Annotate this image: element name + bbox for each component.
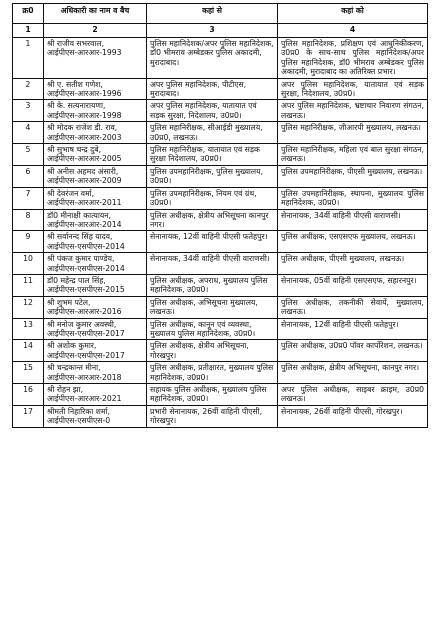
officer-batch: आईपीएस-आरआर-2011 bbox=[47, 198, 122, 208]
posting-to: पुलिस महानिरीक्षक, जीआरपी मुख्यालय, लखनऊ। bbox=[278, 122, 428, 144]
column-number: 1 bbox=[13, 24, 44, 38]
officer-batch: आईपीएस-आरआर-2009 bbox=[47, 176, 122, 186]
officer-name: श्री पंकज कुमार पाण्डेय, bbox=[47, 254, 115, 264]
officer-cell bbox=[44, 100, 147, 122]
officer-batch: आईपीएस-आरआर-2003 bbox=[47, 132, 122, 142]
table-row bbox=[13, 253, 428, 275]
officer-batch: आईपीएस-आरआर-2016 bbox=[47, 307, 122, 317]
officer-cell bbox=[44, 165, 147, 187]
serial-number: 3 bbox=[13, 100, 44, 122]
column-number: 3 bbox=[147, 24, 278, 38]
officer-cell bbox=[44, 144, 147, 166]
serial-number: 11 bbox=[13, 274, 44, 296]
serial-number: 14 bbox=[13, 340, 44, 362]
posting-to: पुलिस उपमहानिरीक्षक, स्थापना, मुख्यालय पुलिस महानिदेशक, उ0प्र0। bbox=[278, 187, 428, 209]
officer-batch: आईपीएस-आरआर-2014 bbox=[47, 219, 122, 229]
header-row bbox=[13, 4, 428, 24]
serial-number: 4 bbox=[13, 122, 44, 144]
officer-name: श्री ए. सतीश गणेश, bbox=[47, 79, 103, 89]
posting-to: पुलिस अधीक्षक, उ0प्र0 पॉवर कार्पोरेशन, लखनऊ। bbox=[278, 340, 428, 362]
officer-name: श्री चन्द्रकान्त मीना, bbox=[47, 363, 101, 373]
column-number: 2 bbox=[44, 24, 147, 38]
posting-from: अपर पुलिस महानिदेशक, यातायात एवं सड़क सुरक्षा, निदेशालय, उ0प्र0। bbox=[147, 100, 278, 122]
officer-batch: आईपीएस-आरआर-2005 bbox=[47, 154, 122, 164]
posting-to: पुलिस अधीक्षक, क्षेत्रीय अभिसूचना, कानपुर नगर। bbox=[278, 362, 428, 384]
officer-cell bbox=[44, 78, 147, 100]
posting-from: पुलिस महानिरीक्षक, यातायात एवं सड़क सुरक्षा निदेशालय, उ0प्र0। bbox=[147, 144, 278, 166]
table-row bbox=[13, 296, 428, 318]
posting-to: सेनानायक, 26वीं वाहिनी पीएसी, गोरखपुर। bbox=[278, 405, 428, 427]
posting-from: प्रभारी सेनानायक, 26वीं वाहिनी पीएसी, गोरखपुर। bbox=[147, 405, 278, 427]
officer-name: श्री रोहन झा, bbox=[47, 385, 84, 394]
officer-batch: आईपीएस-एसपीएस-2017 bbox=[47, 328, 125, 338]
serial-number: 1 bbox=[13, 38, 44, 79]
officer-batch: आईपीएस-एसपीएस-2014 bbox=[47, 241, 125, 251]
table-row bbox=[13, 405, 428, 427]
column-number: 4 bbox=[278, 24, 428, 38]
officer-cell bbox=[44, 296, 147, 318]
table-row bbox=[13, 122, 428, 144]
serial-number: 5 bbox=[13, 144, 44, 166]
officer-name: श्री अशोक कुमार, bbox=[47, 341, 97, 351]
posting-from: सहायक पुलिस अधीक्षक, मुख्यालय पुलिस महानिदेशक, उ0प्र0। bbox=[147, 384, 278, 406]
serial-number: 17 bbox=[13, 405, 44, 427]
officer-name: डॉ0 मीनाक्षी कात्यायन, bbox=[47, 210, 111, 220]
table-row bbox=[13, 38, 428, 79]
posting-to: सेनानायक, 34वीं वाहिनी पीएसी वाराणसी। bbox=[278, 209, 428, 231]
posting-from: पुलिस महानिदेशक/अपर पुलिस महानिदेशक, डॉ0 भीमराव अम्बेडकर पुलिस अकादमी, मुरादाबाद। bbox=[147, 38, 278, 79]
posting-to: पुलिस महानिरीक्षक, महिला एवं बाल सुरक्षा संगठन, लखनऊ। bbox=[278, 144, 428, 166]
officer-cell bbox=[44, 209, 147, 231]
table-row bbox=[13, 318, 428, 340]
officer-batch: आईपीएस-एसपीएस-2017 bbox=[47, 350, 125, 360]
officer-batch: आईपीएस-एसपीएस-2014 bbox=[47, 263, 125, 273]
posting-to: अपर पुलिस महानिदेशक, भ्रष्टाचार निवारण संगठन, लखनऊ। bbox=[278, 100, 428, 122]
header-sl: क्र0 bbox=[13, 4, 44, 24]
transfer-table bbox=[12, 3, 428, 428]
officer-name: श्री शुभम पटेल, bbox=[47, 297, 91, 307]
serial-number: 6 bbox=[13, 165, 44, 187]
posting-from: पुलिस उपमहानिरीक्षक, नियम एवं ग्रंथ, उ0प्र0। bbox=[147, 187, 278, 209]
posting-from: पुलिस अधीक्षक, अभिसूचना मुख्यालय, लखनऊ। bbox=[147, 296, 278, 318]
posting-from: सेनानायक, 34वीं वाहिनी पीएसी वाराणसी। bbox=[147, 253, 278, 275]
header-from: कहां से bbox=[147, 4, 278, 24]
table-row bbox=[13, 165, 428, 187]
posting-from: अपर पुलिस महानिदेशक, पीटीएस, मुरादाबाद। bbox=[147, 78, 278, 100]
posting-to: अपर पुलिस अधीक्षक, साइबर क्राइम, उ0प्र0 लखनऊ। bbox=[278, 384, 428, 406]
officer-name: श्रीमती निहारिका शर्मा, bbox=[47, 406, 110, 416]
officer-cell bbox=[44, 340, 147, 362]
posting-to: सेनानायक, 05वीं वाहिनी एसएसएफ, सहारनपुर। bbox=[278, 274, 428, 296]
serial-number: 13 bbox=[13, 318, 44, 340]
officer-cell bbox=[44, 384, 147, 406]
posting-to: पुलिस अधीक्षक, एसएसएफ मुख्यालय, लखनऊ। bbox=[278, 231, 428, 253]
officer-cell bbox=[44, 318, 147, 340]
officer-cell bbox=[44, 187, 147, 209]
table-row bbox=[13, 144, 428, 166]
officer-name: श्री सुभाष चन्द्र दुबे, bbox=[47, 145, 102, 155]
serial-number: 16 bbox=[13, 384, 44, 406]
table-row bbox=[13, 384, 428, 406]
officer-cell bbox=[44, 362, 147, 384]
table-row bbox=[13, 100, 428, 122]
officer-batch: आईपीएस-आरआर-2018 bbox=[47, 372, 122, 382]
posting-from: पुलिस महानिरीक्षक, सीआईडी मुख्यालय, उ0प्र0, लखनऊ। bbox=[147, 122, 278, 144]
serial-number: 7 bbox=[13, 187, 44, 209]
posting-to: पुलिस अधीक्षक, पीएसी मुख्यालय, लखनऊ। bbox=[278, 253, 428, 275]
posting-from: सेनानायक, 12वीं वाहिनी पीएसी फतेहपुर। bbox=[147, 231, 278, 253]
officer-name: श्री राजीव सभरवाल, bbox=[47, 39, 105, 48]
posting-from: पुलिस अधीक्षक, अपराध, मुख्यालय पुलिस महानिदेशक, उ0प्र0। bbox=[147, 274, 278, 296]
officer-name: श्री अनीस अहमद अंसारी, bbox=[47, 166, 119, 176]
serial-number: 2 bbox=[13, 78, 44, 100]
posting-to: अपर पुलिस महानिदेशक, यातायात एवं सड़क सुरक्षा, निदेशालय, उ0प्र0। bbox=[278, 78, 428, 100]
officer-name: श्री देवरंजन वर्मा, bbox=[47, 188, 95, 198]
officer-batch: आईपीएस-आरआर-1993 bbox=[47, 48, 122, 58]
table-row bbox=[13, 362, 428, 384]
table-row bbox=[13, 78, 428, 100]
officer-name: श्री मनोज कुमार अवस्थी, bbox=[47, 319, 117, 329]
table-row bbox=[13, 340, 428, 362]
serial-number: 10 bbox=[13, 253, 44, 275]
table-row bbox=[13, 274, 428, 296]
officer-cell bbox=[44, 122, 147, 144]
header-officer: अधिकारी का नाम व बैच bbox=[44, 4, 147, 24]
posting-from: पुलिस अधीक्षक, प्रतीक्षारत, मुख्यालय पुलिस महानिदेशक, उ0प्र0। bbox=[147, 362, 278, 384]
officer-batch: आईपीएस-आरआर-2021 bbox=[47, 394, 122, 404]
posting-to: पुलिस उपमहानिरीक्षक, पीएसी मुख्यालय, लखनऊ। bbox=[278, 165, 428, 187]
posting-from: पुलिस अधीक्षक, कानून एवं व्यवस्था, मुख्यालय पुलिस महानिदेशक, उ0प्र0। bbox=[147, 318, 278, 340]
officer-name: डॉ0 महेन्द्र पाल सिंह, bbox=[47, 275, 106, 285]
officer-name: श्री मोदक राजेश डी. राव, bbox=[47, 123, 118, 133]
serial-number: 8 bbox=[13, 209, 44, 231]
officer-batch: आईपीएस-एसपीएस-0 bbox=[47, 416, 111, 426]
posting-from: पुलिस अधीक्षक, क्षेत्रीय अभिसूचना कानपुर नगर। bbox=[147, 209, 278, 231]
officer-name: श्री के. सत्यनारायणा, bbox=[47, 101, 106, 111]
table-row bbox=[13, 209, 428, 231]
table-row bbox=[13, 231, 428, 253]
column-number-row bbox=[13, 24, 428, 38]
serial-number: 15 bbox=[13, 362, 44, 384]
posting-to: पुलिस महानिदेशक, प्रशिक्षण एवं आधुनिकीकरण, उ0प्र0 के साथ-साथ पुलिस महानिदेशक/अपर पुलिस महानिदेशक, डॉ0 भीमराव अम्बेडकर पुलिस अकादमी, मुरादाबाद का अतिरिक्त प्रभार। bbox=[278, 38, 428, 79]
header-to: कहां को bbox=[278, 4, 428, 24]
officer-cell bbox=[44, 274, 147, 296]
officer-batch: आईपीएस-आरआर-1996 bbox=[47, 89, 122, 99]
posting-from: पुलिस अधीक्षक, क्षेत्रीय अभिसूचना, गोरखपुर। bbox=[147, 340, 278, 362]
posting-to: पुलिस अधीक्षक, तकनीकी सेवायें, मुख्यालय, लखनऊ। bbox=[278, 296, 428, 318]
officer-cell bbox=[44, 253, 147, 275]
officer-cell bbox=[44, 38, 147, 79]
officer-cell bbox=[44, 405, 147, 427]
serial-number: 9 bbox=[13, 231, 44, 253]
posting-from: पुलिस उपमहानिरीक्षक, पुलिस मुख्यालय, उ0प्र0। bbox=[147, 165, 278, 187]
officer-batch: आईपीएस-एसपीएस-2015 bbox=[47, 285, 125, 295]
officer-name: श्री सर्वानन्द सिंह यादव, bbox=[47, 232, 113, 242]
serial-number: 12 bbox=[13, 296, 44, 318]
table-row bbox=[13, 187, 428, 209]
officer-batch: आईपीएस-आरआर-1998 bbox=[47, 110, 122, 120]
officer-cell bbox=[44, 231, 147, 253]
posting-to: सेनानायक, 12वीं वाहिनी पीएसी फतेहपुर। bbox=[278, 318, 428, 340]
